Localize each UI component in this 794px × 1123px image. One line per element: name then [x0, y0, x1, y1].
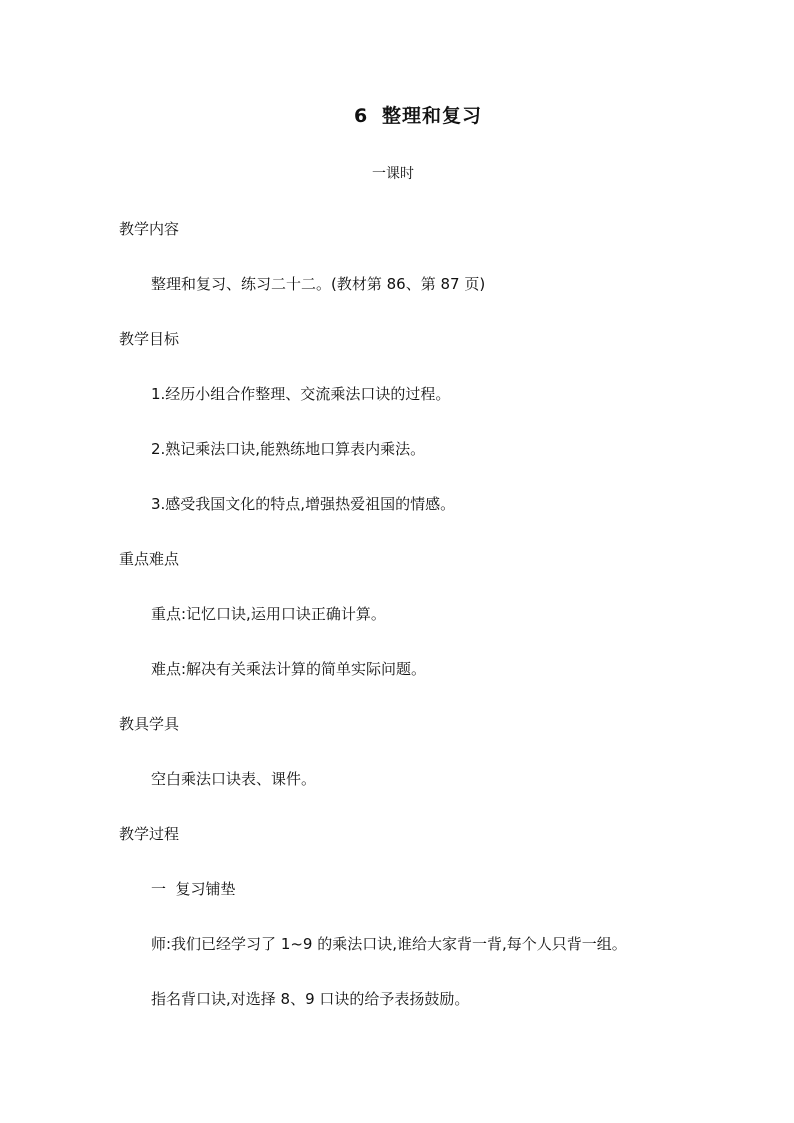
heading-teaching-goals: 教学目标: [119, 330, 180, 348]
goal-item-3: 3.感受我国文化的特点,增强热爱祖国的情感。: [151, 495, 456, 513]
process-step-1-paragraph-2: 指名背口诀,对选择 8、9 口诀的给予表扬鼓励。: [151, 990, 470, 1008]
difficult-point-text: 难点:解决有关乘法计算的简单实际问题。: [151, 660, 427, 678]
title-number: 6: [354, 105, 369, 127]
lesson-duration: 一课时: [372, 166, 414, 182]
heading-key-difficult-points: 重点难点: [119, 550, 180, 568]
goal-item-1: 1.经历小组合作整理、交流乘法口诀的过程。: [151, 385, 451, 403]
title-text: 整理和复习: [382, 105, 483, 127]
goal-item-2: 2.熟记乘法口诀,能熟练地口算表内乘法。: [151, 440, 426, 458]
heading-teaching-process: 教学过程: [119, 825, 180, 843]
heading-teaching-tools: 教具学具: [119, 715, 180, 733]
teaching-tools-text: 空白乘法口诀表、课件。: [151, 770, 317, 788]
heading-teaching-content: 教学内容: [119, 220, 180, 238]
key-point-text: 重点:记忆口诀,运用口诀正确计算。: [151, 605, 386, 623]
process-step-1-paragraph-1: 师:我们已经学习了 1~9 的乘法口诀,谁给大家背一背,每个人只背一组。: [151, 935, 627, 953]
process-step-1-title: 一 复习铺垫: [151, 880, 236, 898]
teaching-content-text: 整理和复习、练习二十二。(教材第 86、第 87 页): [151, 275, 486, 293]
